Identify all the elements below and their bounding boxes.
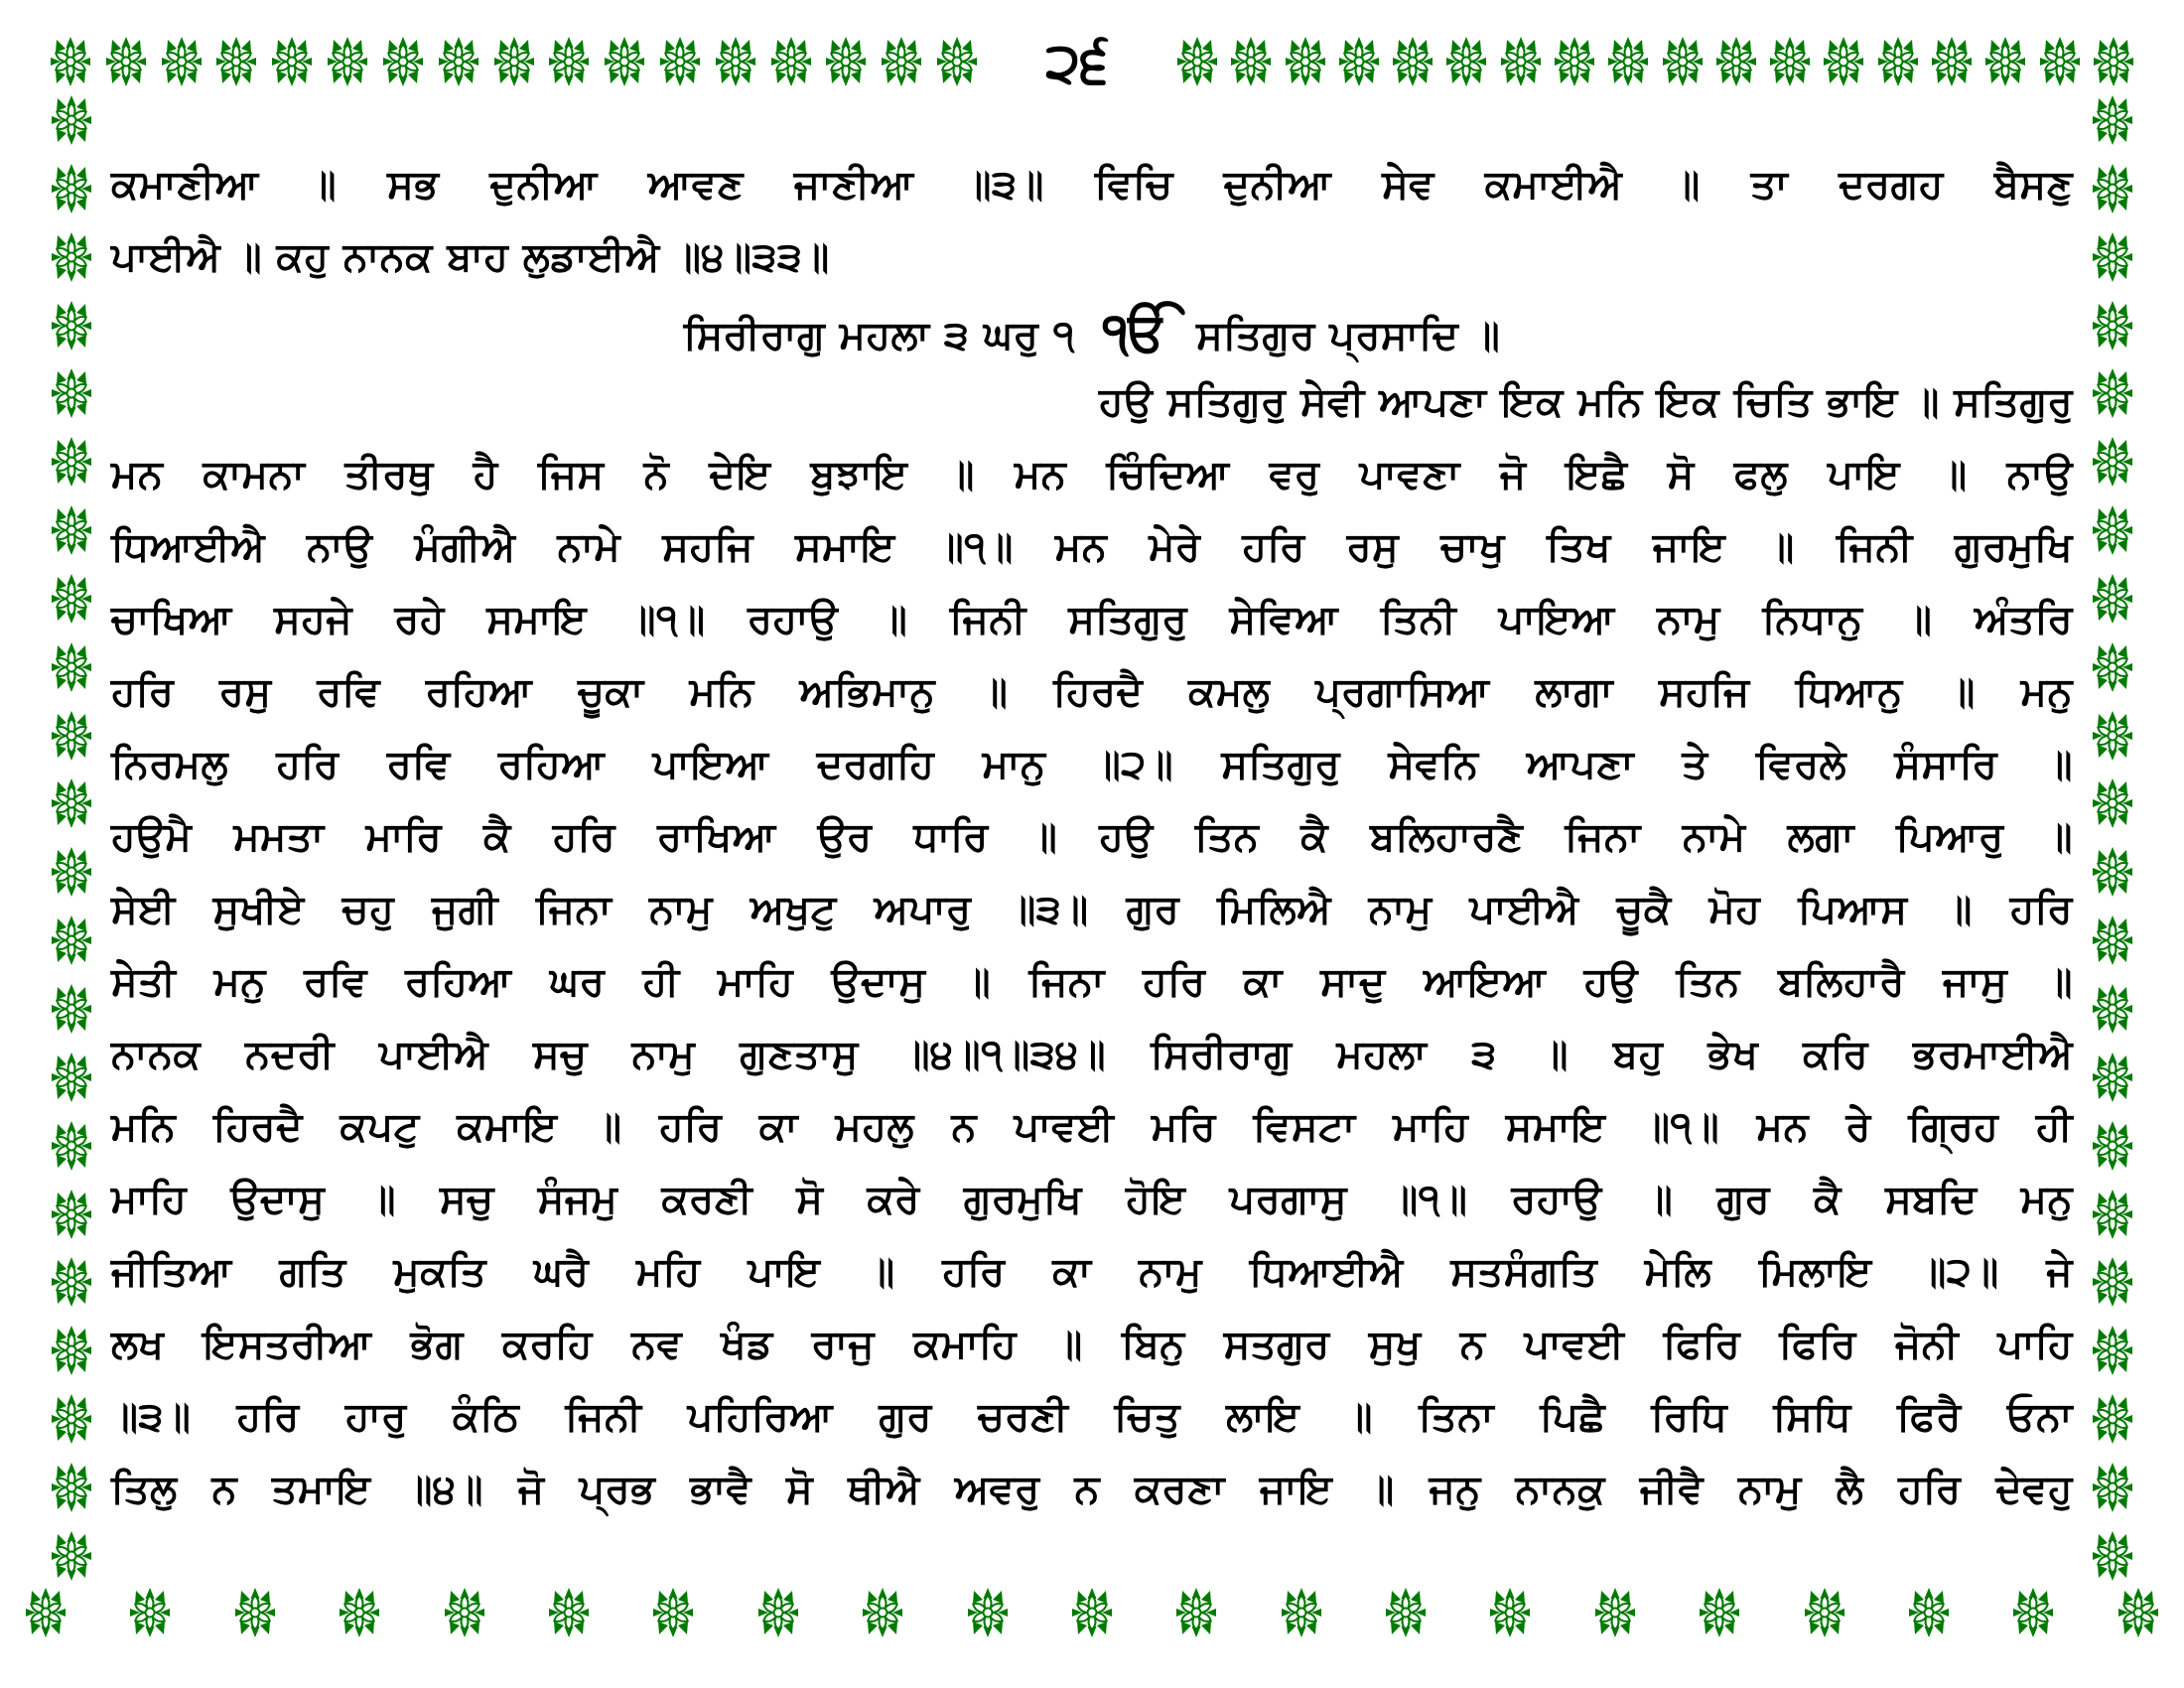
flower-ornament <box>2092 232 2133 282</box>
flower-ornament <box>1445 37 1487 86</box>
flower-ornament <box>936 37 978 86</box>
border-top-right-ornaments <box>1176 34 2134 89</box>
flower-ornament <box>1984 37 2026 86</box>
flower-ornament <box>1715 37 1757 86</box>
border-left-ornaments <box>48 95 95 1581</box>
text-line-7: ਚਾਖਿਆ ਸਹਜੇ ਰਹੇ ਸਮਾਇ ॥੧॥ ਰਹਾਉ ॥ ਜਿਨੀ ਸਤਿਗੁਰੁ ਸੇਵਿਆ ਤਿਨੀ ਪਾਇਆ ਨਾਮੁ ਨਿਧਾਨੁ ॥ ਅੰਤਰਿ <box>111 597 2073 642</box>
flower-ornament <box>2092 301 2133 351</box>
flower-ornament <box>51 1394 92 1444</box>
text-line-5: ਮਨ ਕਾਮਨਾ ਤੀਰਥੁ ਹੈ ਜਿਸ ਨੋ ਦੇਇ ਬੁਝਾਇ ॥ ਮਨ ਚਿੰਦਿਆ ਵਰੁ ਪਾਵਣਾ ਜੋ ਇਛੈ ਸੋ ਫਲੁ ਪਾਇ ॥ ਨਾਉ <box>111 452 2073 497</box>
flower-ornament <box>50 37 91 86</box>
flower-ornament <box>1662 37 1704 86</box>
flower-ornament <box>2092 164 2133 213</box>
text-line-10: ਹਉਮੈ ਮਮਤਾ ਮਾਰਿ ਕੈ ਹਰਿ ਰਾਖਿਆ ਉਰ ਧਾਰਿ ॥ ਹਉ ਤਿਨ ਕੈ ਬਲਿਹਾਰਣੈ ਜਿਨਾ ਨਾਮੇ ਲਗਾ ਪਿਆਰੁ ॥ <box>111 814 2073 860</box>
text-line-17: ਲਖ ਇਸਤਰੀਆ ਭੋਗ ਕਰਹਿ ਨਵ ਖੰਡ ਰਾਜੁ ਕਮਾਹਿ ॥ ਬਿਨੁ ਸਤਗੁਰ ਸੁਖੁ ਨ ਪਾਵਈ ਫਿਰਿ ਫਿਰਿ ਜੋਨੀ ਪਾਹਿ <box>111 1322 2073 1367</box>
flower-ornament <box>1385 1588 1427 1637</box>
flower-ornament <box>51 1190 92 1239</box>
flower-ornament <box>51 1326 92 1375</box>
flower-ornament <box>1804 1588 1845 1637</box>
flower-ornament <box>2092 984 2133 1034</box>
flower-ornament <box>2012 1588 2054 1637</box>
flower-ornament <box>2092 1257 2133 1307</box>
flower-ornament <box>1285 37 1326 86</box>
flower-ornament <box>105 37 147 86</box>
flower-ornament <box>2092 1394 2133 1444</box>
text-line-13: ਨਾਨਕ ਨਦਰੀ ਪਾਈਐ ਸਚੁ ਨਾਮੁ ਗੁਣਤਾਸੁ ॥੪॥੧॥੩੪॥ ਸਿਰੀਰਾਗੁ ਮਹਲਾ ੩ ॥ ਬਹੁ ਭੇਖ ਕਰਿ ਭਰਮਾਈਐ <box>111 1032 2073 1077</box>
flower-ornament <box>234 1588 276 1637</box>
flower-ornament <box>438 37 479 86</box>
flower-ornament <box>1554 37 1595 86</box>
flower-ornament <box>444 1588 485 1637</box>
mangal: ਸਤਿਗੁਰ ਪ੍ਰਸਾਦਿ ॥ <box>1196 313 1501 358</box>
text-line-6: ਧਿਆਈਐ ਨਾਉ ਮੰਗੀਐ ਨਾਮੇ ਸਹਜਿ ਸਮਾਇ ॥੧॥ ਮਨ ਮੇਰੇ ਹਰਿ ਰਸੁ ਚਾਖੁ ਤਿਖ ਜਾਇ ॥ ਜਿਨੀ ਗੁਰਮੁਖਿ <box>111 524 2073 570</box>
flower-ornament <box>51 642 92 692</box>
flower-ornament <box>1769 37 1811 86</box>
flower-ornament <box>2092 1053 2133 1102</box>
flower-ornament <box>51 301 92 351</box>
section-heading <box>111 294 2073 366</box>
flower-ornament <box>51 1121 92 1171</box>
flower-ornament <box>1392 37 1433 86</box>
text-line-8: ਹਰਿ ਰਸੁ ਰਵਿ ਰਹਿਆ ਚੂਕਾ ਮਨਿ ਅਭਿਮਾਨੁ ॥ ਹਿਰਦੈ ਕਮਲੁ ਪ੍ਰਗਾਸਿਆ ਲਾਗਾ ਸਹਜਿ ਧਿਆਨੁ ॥ ਮਨੁ <box>111 669 2073 715</box>
flower-ornament <box>51 1463 92 1512</box>
flower-ornament <box>2092 915 2133 965</box>
flower-ornament <box>548 37 590 86</box>
text-line-12: ਸੇਤੀ ਮਨੁ ਰਵਿ ਰਹਿਆ ਘਰ ਹੀ ਮਾਹਿ ਉਦਾਸੁ ॥ ਜਿਨਾ ਹਰਿ ਕਾ ਸਾਦੁ ਆਇਆ ਹਉ ਤਿਨ ਬਲਿਹਾਰੈ ਜਾਸੁ ॥ <box>111 959 2073 1005</box>
flower-ornament <box>757 1588 799 1637</box>
text-line-1: ਕਮਾਣੀਆ ॥ ਸਭ ਦੁਨੀਆ ਆਵਣ ਜਾਣੀਆ ॥੩॥ ਵਿਚਿ ਦੁਨੀਆ ਸੇਵ ਕਮਾਈਐ ॥ ਤਾ ਦਰਗਹ ਬੈਸਣੁ <box>111 162 2073 208</box>
flower-ornament <box>1176 37 1218 86</box>
text-line-16: ਜੀਤਿਆ ਗਤਿ ਮੁਕਤਿ ਘਰੈ ਮਹਿ ਪਾਇ ॥ ਹਰਿ ਕਾ ਨਾਮੁ ਧਿਆਈਐ ਸਤਸੰਗਤਿ ਮੇਲਿ ਮਿਲਾਇ ॥੨॥ ਜੇ <box>111 1249 2073 1295</box>
flower-ornament <box>51 437 92 487</box>
flower-ornament <box>1607 37 1649 86</box>
flower-ornament <box>327 37 368 86</box>
flower-ornament <box>2092 711 2133 761</box>
flower-ornament <box>2039 37 2081 86</box>
text-line-9: ਨਿਰਮਲੁ ਹਰਿ ਰਵਿ ਰਹਿਆ ਪਾਇਆ ਦਰਗਹਿ ਮਾਨੁ ॥੨॥ ਸਤਿਗੁਰੁ ਸੇਵਨਿ ਆਪਣਾ ਤੇ ਵਿਰਲੇ ਸੰਸਾਰਿ ॥ <box>111 742 2073 787</box>
flower-ornament <box>51 1531 92 1581</box>
flower-ornament <box>51 1257 92 1307</box>
flower-ornament <box>1931 37 1973 86</box>
flower-ornament <box>715 37 756 86</box>
flower-ornament <box>25 1588 67 1637</box>
flower-ornament <box>2092 1190 2133 1239</box>
flower-ornament <box>1877 37 1919 86</box>
flower-ornament <box>339 1588 380 1637</box>
flower-ornament <box>2092 1463 2133 1512</box>
flower-ornament <box>1338 37 1380 86</box>
flower-ornament <box>51 164 92 213</box>
flower-ornament <box>51 505 92 555</box>
flower-ornament <box>51 232 92 282</box>
flower-ornament <box>1489 1588 1531 1637</box>
flower-ornament <box>2092 574 2133 624</box>
flower-ornament <box>881 37 922 86</box>
flower-ornament <box>51 368 92 418</box>
raag-title: ਸਿਰੀਰਾਗੁ ਮਹਲਾ ੩ ਘਰੁ ੧ <box>683 313 1075 358</box>
flower-ornament <box>1281 1588 1322 1637</box>
flower-ornament <box>2092 642 2133 692</box>
text-line-19: ਤਿਲੁ ਨ ਤਮਾਇ ॥੪॥ ਜੋ ਪ੍ਰਭ ਭਾਵੈ ਸੋ ਥੀਐ ਅਵਰੁ ਨ ਕਰਣਾ ਜਾਇ ॥ ਜਨੁ ਨਾਨਕੁ ਜੀਵੈ ਨਾਮੁ ਲੈ ਹਰਿ ਦੇਵਹੁ <box>111 1467 2073 1512</box>
flower-ornament <box>825 37 867 86</box>
flower-ornament <box>967 1588 1009 1637</box>
flower-ornament <box>51 984 92 1034</box>
flower-ornament <box>2092 778 2133 828</box>
flower-ornament <box>652 1588 694 1637</box>
text-line-15: ਮਾਹਿ ਉਦਾਸੁ ॥ ਸਚੁ ਸੰਜਮੁ ਕਰਣੀ ਸੋ ਕਰੇ ਗੁਰਮੁਖਿ ਹੋਇ ਪਰਗਾਸੁ ॥੧॥ ਰਹਾਉ ॥ ਗੁਰ ਕੈ ਸਬਦਿ ਮਨੁ <box>111 1177 2073 1222</box>
flower-ornament <box>382 37 424 86</box>
page-number: ੨੬ <box>1045 31 1109 95</box>
flower-ornament <box>1699 1588 1740 1637</box>
flower-ornament <box>51 574 92 624</box>
flower-ornament <box>51 1053 92 1102</box>
border-bottom-ornaments <box>25 1583 2159 1642</box>
flower-ornament <box>215 37 257 86</box>
flower-ornament <box>2093 37 2134 86</box>
flower-ornament <box>129 1588 171 1637</box>
flower-ornament <box>271 37 313 86</box>
flower-ornament <box>51 95 92 145</box>
flower-ornament <box>1908 1588 1950 1637</box>
flower-ornament <box>2092 368 2133 418</box>
flower-ornament <box>1823 37 1864 86</box>
flower-ornament <box>2092 1531 2133 1581</box>
flower-ornament <box>1594 1588 1636 1637</box>
flower-ornament <box>659 37 701 86</box>
ik-onkar-symbol: ੴ <box>1102 301 1169 363</box>
flower-ornament <box>2092 1121 2133 1171</box>
flower-ornament <box>1071 1588 1113 1637</box>
border-top-left-ornaments <box>50 34 978 89</box>
flower-ornament <box>1175 1588 1217 1637</box>
flower-ornament <box>2092 1326 2133 1375</box>
text-line-11: ਸੇਈ ਸੁਖੀਏ ਚਹੁ ਜੁਗੀ ਜਿਨਾ ਨਾਮੁ ਅਖੁਟੁ ਅਪਾਰੁ ॥੩॥ ਗੁਰ ਮਿਲਿਐ ਨਾਮੁ ਪਾਈਐ ਚੂਕੈ ਮੋਹ ਪਿਆਸ ॥ ਹਰਿ <box>111 887 2073 932</box>
flower-ornament <box>604 37 645 86</box>
text-line-14: ਮਨਿ ਹਿਰਦੈ ਕਪਟੁ ਕਮਾਇ ॥ ਹਰਿ ਕਾ ਮਹਲੁ ਨ ਪਾਵਈ ਮਰਿ ਵਿਸਟਾ ਮਾਹਿ ਸਮਾਇ ॥੧॥ ਮਨ ਰੇ ਗ੍ਰਿਹ ਹੀ <box>111 1104 2073 1150</box>
flower-ornament <box>2092 437 2133 487</box>
flower-ornament <box>51 711 92 761</box>
flower-ornament <box>548 1588 590 1637</box>
flower-ornament <box>1500 37 1542 86</box>
flower-ornament <box>2092 505 2133 555</box>
text-line-18: ॥੩॥ ਹਰਿ ਹਾਰੁ ਕੰਠਿ ਜਿਨੀ ਪਹਿਰਿਆ ਗੁਰ ਚਰਣੀ ਚਿਤੁ ਲਾਇ ॥ ਤਿਨਾ ਪਿਛੈ ਰਿਧਿ ਸਿਧਿ ਫਿਰੈ ਓਨਾ <box>111 1394 2073 1440</box>
flower-ornament <box>2092 95 2133 145</box>
flower-ornament <box>862 1588 903 1637</box>
scripture-text <box>111 149 2073 1526</box>
border-right-ornaments <box>2089 95 2136 1581</box>
flower-ornament <box>161 37 203 86</box>
flower-ornament <box>2092 847 2133 897</box>
flower-ornament <box>1230 37 1272 86</box>
flower-ornament <box>493 37 535 86</box>
flower-ornament <box>51 915 92 965</box>
text-line-2: ਪਾਈਐ ॥ ਕਹੁ ਨਾਨਕ ਬਾਹ ਲੁਡਾਈਐ ॥੪॥੩੩॥ <box>111 234 830 280</box>
text-line-4: ਹਉ ਸਤਿਗੁਰੁ ਸੇਵੀ ਆਪਣਾ ਇਕ ਮਨਿ ਇਕ ਚਿਤਿ ਭਾਇ ॥ ਸਤਿਗੁਰੁ <box>1098 379 2073 425</box>
flower-ornament <box>770 37 812 86</box>
flower-ornament <box>2117 1588 2159 1637</box>
flower-ornament <box>51 778 92 828</box>
flower-ornament <box>51 847 92 897</box>
